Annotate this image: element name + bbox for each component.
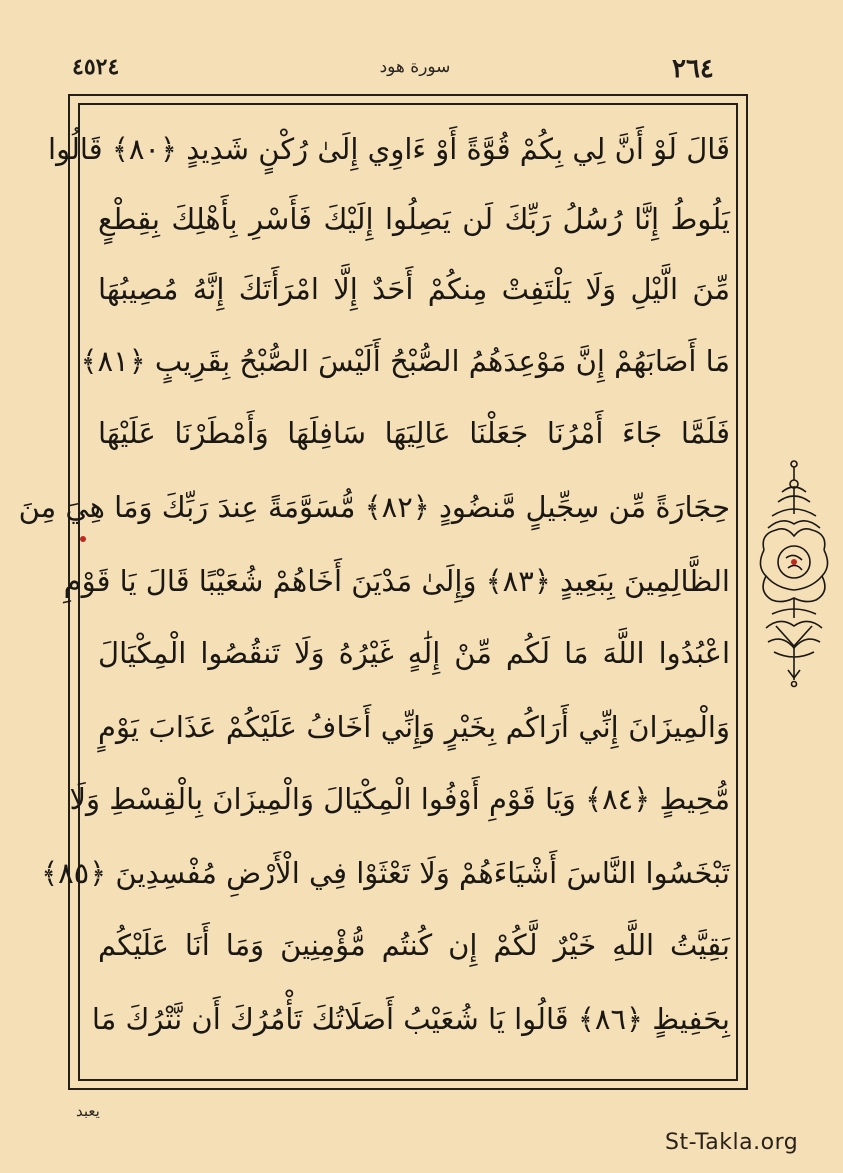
text-block (18, 108, 734, 1076)
text-line-3: مِّنَ الَّيْلِ وَلَا يَلْتَفِتْ مِنكُمْ أَحَدٌ إِلَّا امْرَأَتَكَ إِنَّهُ مُصِيبُهَا (98, 272, 730, 306)
text-line-10: مُّحِيطٍ ﴿٨٤﴾ وَيَا قَوْمِ أَوْفُوا الْمِكْيَالَ وَالْمِيزَانَ بِالْقِسْطِ وَلَا (69, 782, 730, 816)
text-line-5: فَلَمَّا جَاءَ أَمْرُنَا جَعَلْنَا عَالِيَهَا سَافِلَهَا وَأَمْطَرْنَا عَلَيْهَا (98, 416, 730, 450)
text-line-8: اعْبُدُوا اللَّهَ مَا لَكُم مِّنْ إِلَٰهٍ غَيْرُهُ وَلَا تَنقُصُوا الْمِكْيَالَ (98, 636, 730, 670)
page-number-left: ٤٥٢٤ (72, 54, 120, 80)
surah-title: سورة هود (379, 57, 451, 77)
page-number-right: ٢٦٤ (672, 54, 714, 84)
text-line-4: مَا أَصَابَهُمْ إِنَّ مَوْعِدَهُمُ الصُّبْحُ أَلَيْسَ الصُّبْحُ بِقَرِيبٍ ﴿٨١﴾ (80, 344, 730, 378)
text-line-6: حِجَارَةً مِّن سِجِّيلٍ مَّنضُودٍ ﴿٨٢﴾ مُّسَوَّمَةً عِندَ رَبِّكَ وَمَا هِيَ مِنَ (18, 490, 730, 524)
hizb-margin-ornament-icon (752, 458, 836, 692)
text-line-1: قَالَ لَوْ أَنَّ لِي بِكُمْ قُوَّةً أَوْ ءَاوِي إِلَىٰ رُكْنٍ شَدِيدٍ ﴿٨٠﴾ قَالُوا (48, 132, 730, 166)
text-line-2: يَلُوطُ إِنَّا رُسُلُ رَبِّكَ لَن يَصِلُوا إِلَيْكَ فَأَسْرِ بِأَهْلِكَ بِقِطْعٍ (98, 202, 730, 236)
text-line-11: تَبْخَسُوا النَّاسَ أَشْيَاءَهُمْ وَلَا تَعْثَوْا فِي الْأَرْضِ مُفْسِدِينَ ﴿٨٥﴾ (41, 856, 730, 890)
catchword: يعبد (76, 1102, 100, 1120)
text-line-12: بَقِيَّتُ اللَّهِ خَيْرٌ لَّكُمْ إِن كُنتُم مُّؤْمِنِينَ وَمَا أَنَا عَلَيْكُم (98, 928, 730, 962)
text-line-13: بِحَفِيظٍ ﴿٨٦﴾ قَالُوا يَا شُعَيْبُ أَصَلَاتُكَ تَأْمُرُكَ أَن نَّتْرُكَ مَا (91, 1002, 730, 1036)
watermark-text: St-Takla.org (665, 1130, 799, 1155)
text-line-9: وَالْمِيزَانَ إِنِّي أَرَاكُم بِخَيْرٍ وَإِنِّي أَخَافُ عَلَيْكُمْ عَذَابَ يَوْمٍ (98, 710, 730, 744)
text-line-7: الظَّالِمِينَ بِبَعِيدٍ ﴿٨٣﴾ وَإِلَىٰ مَدْيَنَ أَخَاهُمْ شُعَيْبًا قَالَ يَا قَوْمِ (63, 564, 730, 598)
